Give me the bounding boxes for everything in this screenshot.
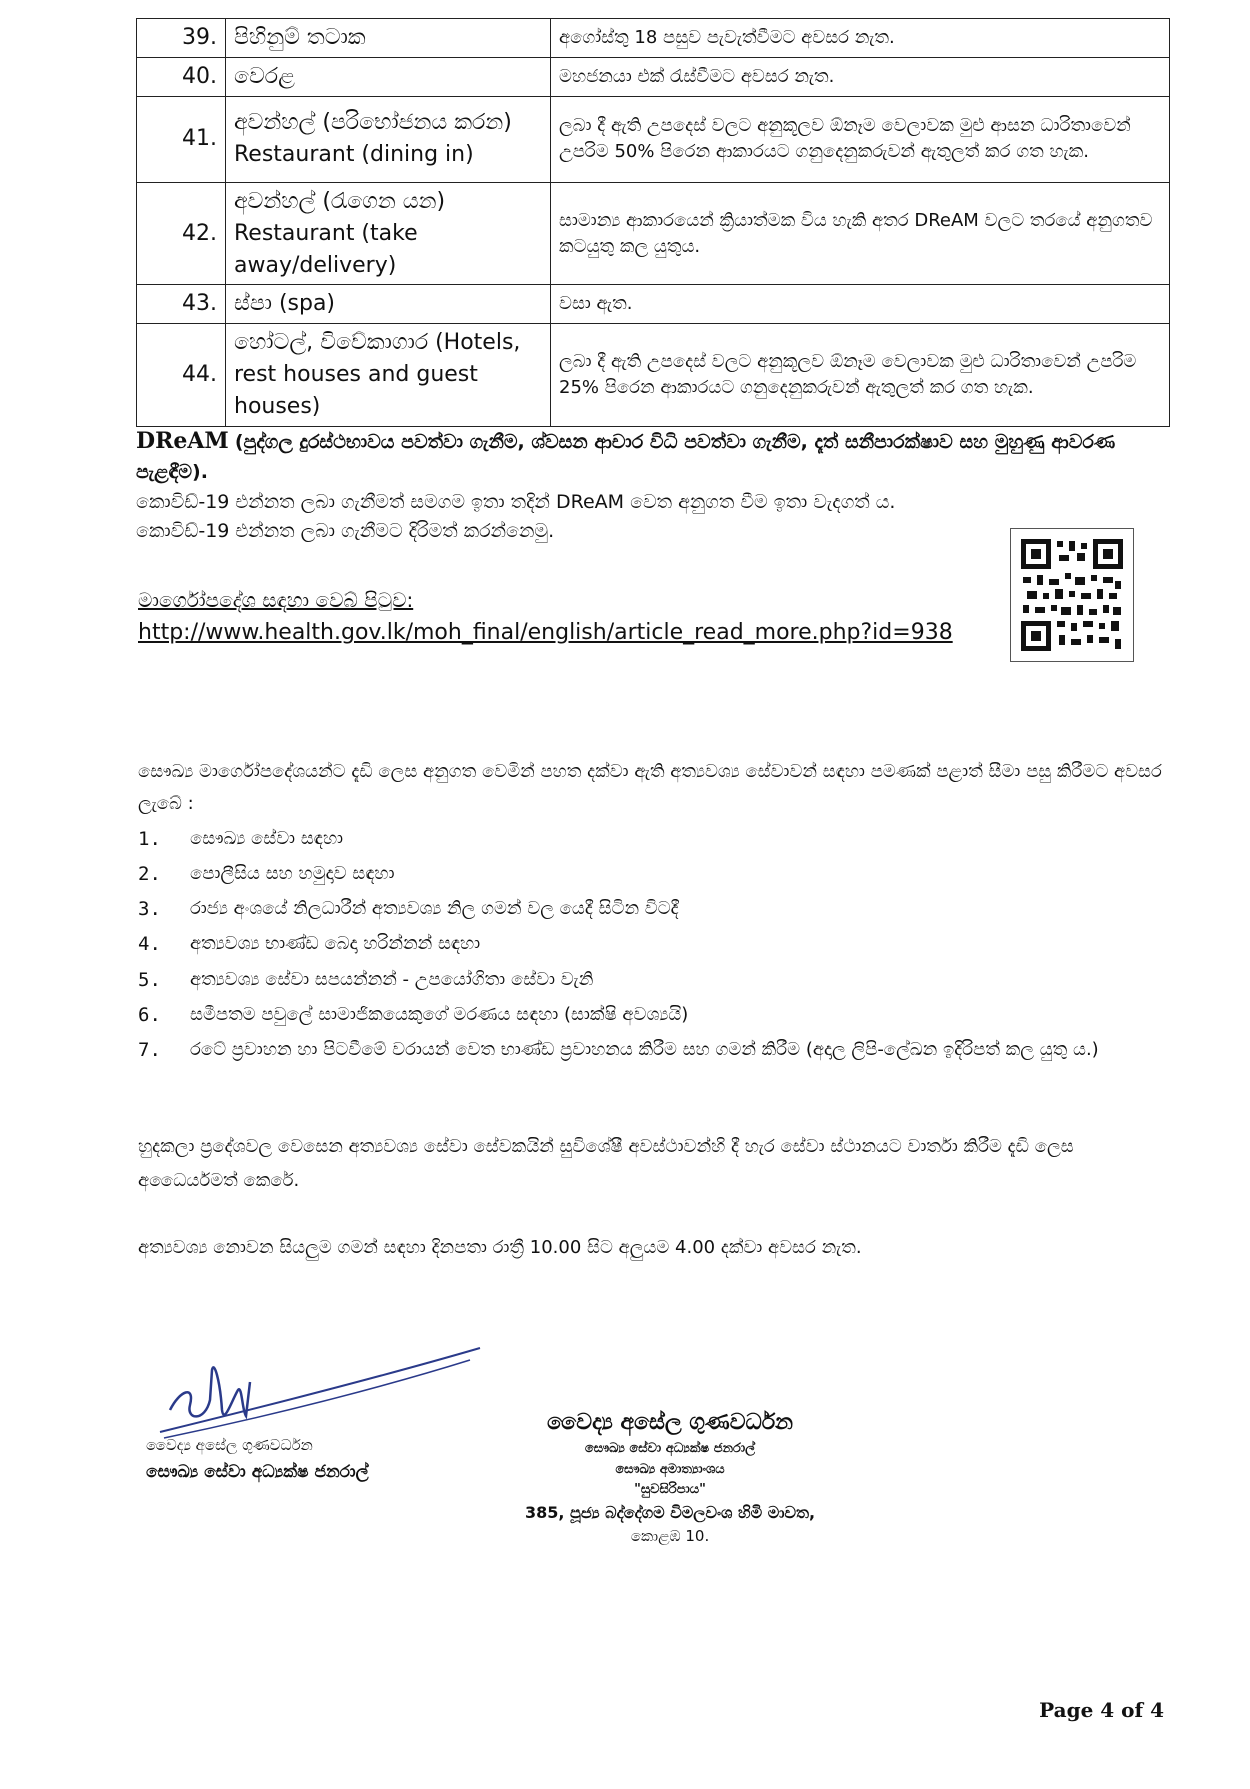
stamp-city: කොළඹ 10. <box>630 1527 710 1546</box>
qr-code[interactable] <box>1010 528 1134 662</box>
qr-code-icon <box>1021 539 1123 651</box>
dream-acronym: DReAM <box>136 428 229 454</box>
isolated-areas-notice: හුදකලා ප්‍රදේශවල වෙසෙන අත්‍යවශ්‍ය සේවා සේවකයින් සුවිශේෂී අවස්ථාවන්හි දී හැර සේවා ස්ථානයට වාර්තා කිරීම දැඩි ලෙස අධෛර්යමත් කෙරේ. <box>138 1136 1074 1192</box>
list-item: 6. සමීපතම පවුලේ සාමාජිකයෙකුගේ මරණය සඳහා (සාක්ෂි අවශ්‍යයි) <box>138 1003 689 1026</box>
row-condition: ලබා දී ඇති උපදෙස් වලට අනුකූලව ඕනෑම වෙලාවක මුළු ආසන ධාරිතාවෙන් උපරිම 50% පිරෙන ආකාරයට ගනුදෙනුකරුවන් ඇතුලත් කර ගත හැක. <box>551 96 1170 182</box>
essential-services-list <box>138 822 1138 1068</box>
row-condition: අගෝස්තු 18 පසුව පැවැත්වීමට අවසර නැත. <box>551 19 1170 58</box>
official-stamp <box>470 1408 870 1548</box>
restrictions-table <box>136 18 1170 427</box>
row-number: 42. <box>137 182 226 285</box>
stamp-title: සෞඛ්‍ය සේවා අධ්‍යක්ෂ ජනරාල් <box>584 1440 756 1456</box>
guidelines-label: මාර්ගෝපදේශ සඳහා වෙබ් පිටුව: <box>138 588 414 612</box>
signatory-title: සෞඛ්‍ය සේවා අධ්‍යක්ෂ ජනරාල් <box>146 1462 369 1482</box>
stamp-building: "සුවසිරිපාය" <box>634 1482 706 1498</box>
dream-encourage-line: කොවිඩ්-19 එන්නත ලබා ගැනීමට දිරිමත් කරන්නෙමු. <box>136 519 555 542</box>
stamp-name: වෛද්‍ය අසේල ගුණවර්ධන <box>546 1410 793 1435</box>
passes-intro: සෞඛ්‍ය මාර්ගෝපදේශයන්ට දැඩි ලෙස අනුගත වෙමින් පහත දක්වා ඇති අත්‍යවශ්‍ය සේවාවන් සඳහා පමණක් පළාත් සීමා පසු කිරීමට අවසර ලැබේ : <box>138 761 1162 815</box>
dream-expansion: (පුද්ගල දුරස්ථභාවය පවත්වා ගැනීම, ශ්වසන ආචාර විධි පවත්වා ගැනීම, දෑත් සනීපාරක්ෂාව සහ මුහුණු ආවරණ පැළඳීම). <box>136 431 1116 484</box>
signature-icon <box>150 1330 490 1450</box>
row-condition: සාමාන්‍ය ආකාරයෙන් ක්‍රියාත්මක විය හැකි අතර DReAM වලට තරයේ අනුගතව කටයුතු කල යුතුය. <box>551 182 1170 285</box>
row-item: පිහිනුම් තටාක <box>226 19 551 58</box>
list-item: 7. රටේ ප්‍රවාහන හා පිටවීමේ වරායන් වෙත භාණ්ඩ ප්‍රවාහනය කිරීම සහ ගමන් කිරීම (අදාල ලිපි-ලේඛන ඉදිරිපත් කල යුතු ය.) <box>138 1038 1099 1061</box>
page-number: Page 4 of 4 <box>1039 1698 1164 1722</box>
list-item: 4. අත්‍යවශ්‍ය භාණ්ඩ බෙදා හරින්නන් සඳහා <box>138 933 481 956</box>
dream-vaccine-line: කොවිඩ්-19 එන්නත ලබා ගැනීමත් සමගම ඉතා තදින් DReAM වෙත අනුගත වීම ඉතා වැදගත් ය. <box>136 490 896 513</box>
row-item: අවන්හල් (පරිභෝජනය කරන) Restaurant (dining in) <box>226 96 551 182</box>
guidelines-link[interactable]: http://www.health.gov.lk/moh_final/english/article_read_more.php?id=938 <box>138 620 953 645</box>
list-item: 5. අත්‍යවශ්‍ය සේවා සපයන්නන් - උපයෝගිතා සේවා වැනි <box>138 968 594 991</box>
list-item: 2. පොලීසිය සහ හමුදාව සඳහා <box>138 863 395 886</box>
row-item: ස්පා (spa) <box>226 285 551 324</box>
list-item: 1. සෞඛ්‍ය සේවා සඳහා <box>138 828 344 850</box>
night-curfew-notice: අත්‍යවශ්‍ය නොවන සියලුම ගමන් සඳහා දිනපතා රාත්‍රී 10.00 සිට අලුයම 4.00 දක්වා අවසර නැත. <box>138 1237 862 1258</box>
list-item: 3. රාජ්‍ය අංශයේ නිලධාරීන් අත්‍යවශ්‍ය නිල ගමන් වල යෙදී සිටින විටදී <box>138 898 679 921</box>
row-number: 43. <box>137 285 226 324</box>
row-number: 40. <box>137 57 226 96</box>
row-number: 39. <box>137 19 226 58</box>
table-row <box>137 19 1170 58</box>
table-row <box>137 324 1170 427</box>
dream-definition <box>136 424 1176 488</box>
signatory-name: වෛද්‍ය අසේල ගුණවර්ධන <box>146 1436 313 1454</box>
table-row <box>137 285 1170 324</box>
row-item: අවන්හල් (රැගෙන යන) Restaurant (take away/delivery) <box>226 182 551 285</box>
row-number: 41. <box>137 96 226 182</box>
row-item: වෙරළ <box>226 57 551 96</box>
row-number: 44. <box>137 324 226 427</box>
row-item: හෝටල්, විවේකාගාර (Hotels, rest houses and guest houses) <box>226 324 551 427</box>
row-condition: මහජනයා එක් රැස්වීමට අවසර නැත. <box>551 57 1170 96</box>
stamp-ministry: සෞඛ්‍ය අමාත්‍යාංශය <box>615 1461 725 1477</box>
table-row <box>137 57 1170 96</box>
table-row <box>137 182 1170 285</box>
row-condition: ලබා දී ඇති උපදෙස් වලට අනුකූලව ඕනෑම වෙලාවක මුළු ධාරිතාවෙන් උපරිම 25% පිරෙන ආකාරයට ගනුදෙනුකරුවන් ඇතුලත් කර ගත හැක. <box>551 324 1170 427</box>
stamp-address: 385, පූජ්‍ය බද්දේගම විමලවංශ හිමි මාවත, <box>524 1503 816 1523</box>
table-row <box>137 96 1170 182</box>
row-condition: වසා ඇත. <box>551 285 1170 324</box>
